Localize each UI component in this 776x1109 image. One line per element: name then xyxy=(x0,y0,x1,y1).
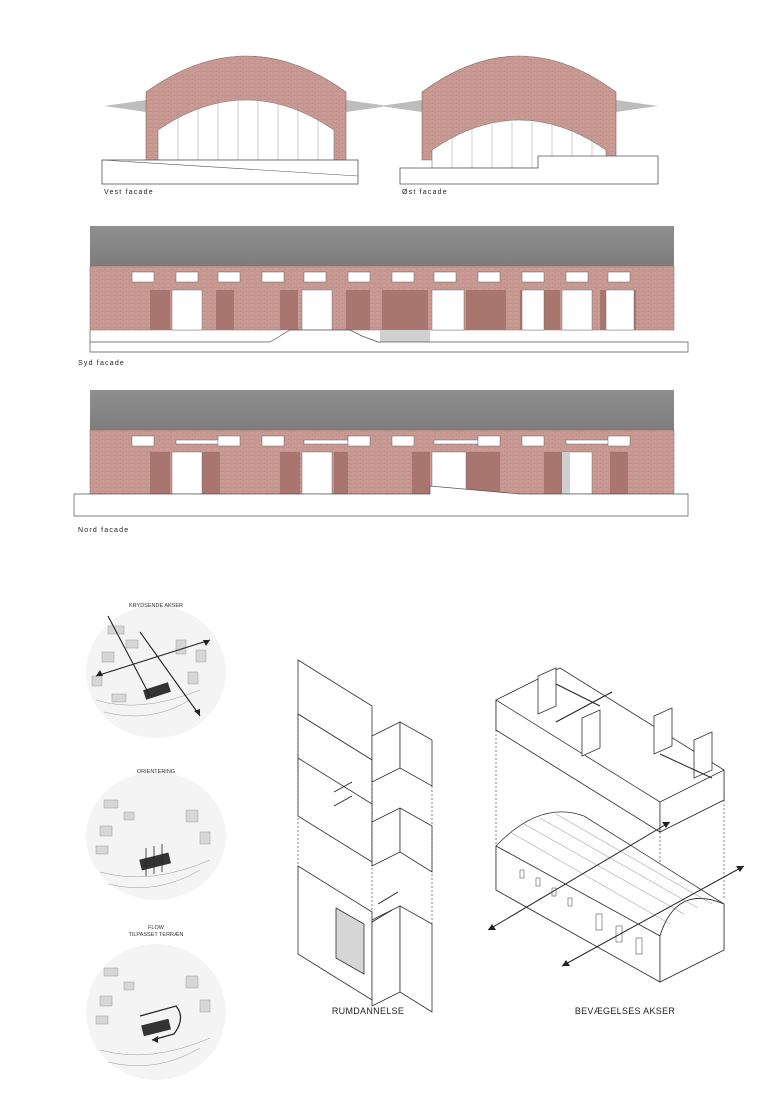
nord-facade-caption: Nord facade xyxy=(78,527,130,534)
map-label-tilpasset: TILPASSET TERRÆN xyxy=(128,932,184,938)
nord-facade xyxy=(74,390,688,516)
rumdannelse-label: RUMDANNELSE xyxy=(331,1006,405,1016)
map-orientering xyxy=(86,772,226,900)
map-label-orientering: ORIENTERING xyxy=(136,769,176,775)
vest-facade-caption: Vest facade xyxy=(104,189,154,196)
bevaegelse-label: BEVÆGELSES AKSER xyxy=(574,1006,676,1016)
map-label-krydsende: KRYDSENDE AKSER xyxy=(128,603,183,609)
rumdannelse-diagram xyxy=(298,660,432,1012)
syd-facade xyxy=(90,226,688,352)
oest-facade-caption: Øst facade xyxy=(402,189,448,196)
oest-facade xyxy=(380,56,658,184)
vest-facade xyxy=(102,56,388,184)
bevaegelse-diagram xyxy=(488,668,744,982)
map-label-flow: FLOW xyxy=(148,925,164,931)
map-krydsende xyxy=(86,606,226,738)
map-flow xyxy=(86,944,226,1080)
syd-facade-caption: Syd facade xyxy=(78,360,126,367)
